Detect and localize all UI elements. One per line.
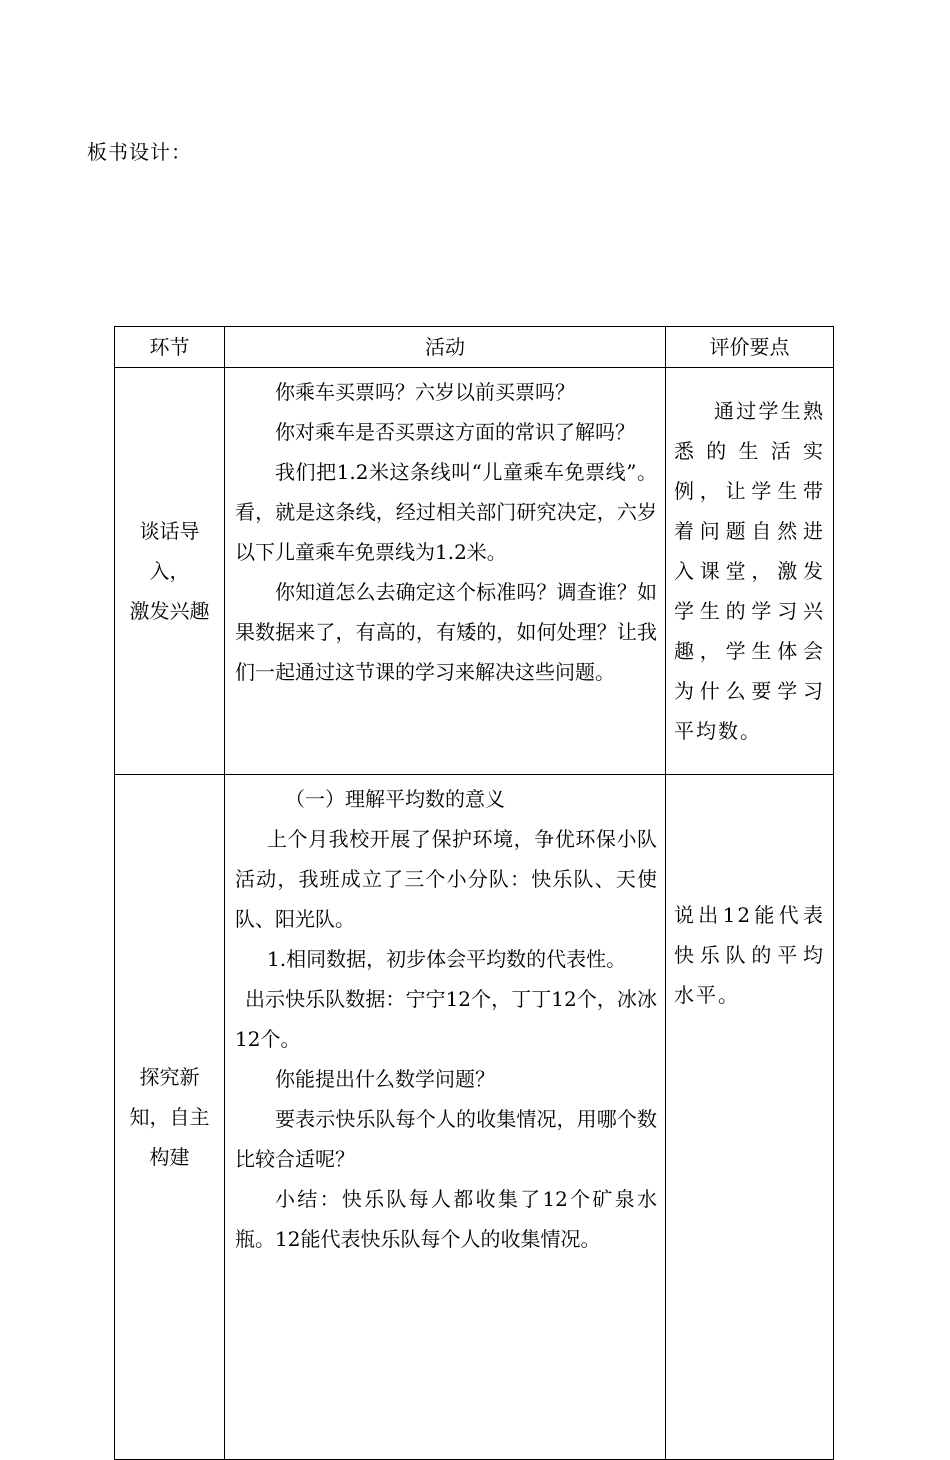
activity-paragraph: 要表示快乐队每个人的收集情况，用哪个数比较合适呢？ <box>235 1107 657 1171</box>
stage-line: 知，自主 <box>129 1105 210 1129</box>
activity-paragraph: 出示快乐队数据：宁宁12个，丁丁12个，冰冰12个。 <box>235 987 657 1051</box>
header-activity: 活动 <box>225 327 666 368</box>
stage-line: 构建 <box>149 1145 190 1169</box>
stage-line: 探究新 <box>139 1065 200 1089</box>
table-header-row <box>115 327 834 368</box>
stage-line: 入， <box>149 559 190 583</box>
activity-paragraph: 我们把1.2米这条线叫“儿童乘车免票线”。看，就是这条线，经过相关部门研究决定，六岁以下儿童乘车免票线为1.2米。 <box>235 460 657 564</box>
activity-paragraph: 你对乘车是否买票这方面的常识了解吗？ <box>275 420 635 444</box>
activity-section-title: （一）理解平均数的意义 <box>285 787 505 811</box>
activity-cell <box>225 775 666 1460</box>
board-design-heading: 板书设计： <box>87 140 192 164</box>
activity-paragraph: 1.相同数据，初步体会平均数的代表性。 <box>267 947 627 971</box>
stage-line: 激发兴趣 <box>129 599 210 623</box>
activity-paragraph: 你乘车买票吗？六岁以前买票吗？ <box>275 380 575 404</box>
activity-paragraph: 你知道怎么去确定这个标准吗？调查谁？如果数据来了，有高的，有矮的，如何处理？让我们一起通过这节课的学习来解决这些问题。 <box>235 580 657 684</box>
stage-line: 谈话导 <box>139 519 200 543</box>
evaluation-cell <box>666 368 834 775</box>
stage-cell <box>115 368 225 775</box>
table-row <box>115 775 834 1460</box>
lesson-table <box>114 326 834 1460</box>
table-row <box>115 368 834 775</box>
evaluation-text: 说出12能代表快乐队的平均水平。 <box>674 903 825 1007</box>
evaluation-cell <box>666 775 834 1460</box>
activity-paragraph: 小结：快乐队每人都收集了12个矿泉水瓶。12能代表快乐队每个人的收集情况。 <box>235 1187 657 1251</box>
evaluation-text: 通过学生熟悉的生活实例，让学生带着问题自然进入课堂，激发学生的学习兴趣，学生体会为什么要学习平均数。 <box>674 399 825 743</box>
stage-cell <box>115 775 225 1460</box>
header-stage: 环节 <box>115 327 225 368</box>
activity-paragraph: 你能提出什么数学问题？ <box>275 1067 495 1091</box>
activity-paragraph: 上个月我校开展了保护环境，争优环保小队活动，我班成立了三个小分队：快乐队、天使队、阳光队。 <box>235 827 657 931</box>
header-evaluation: 评价要点 <box>666 327 834 368</box>
activity-cell <box>225 368 666 775</box>
